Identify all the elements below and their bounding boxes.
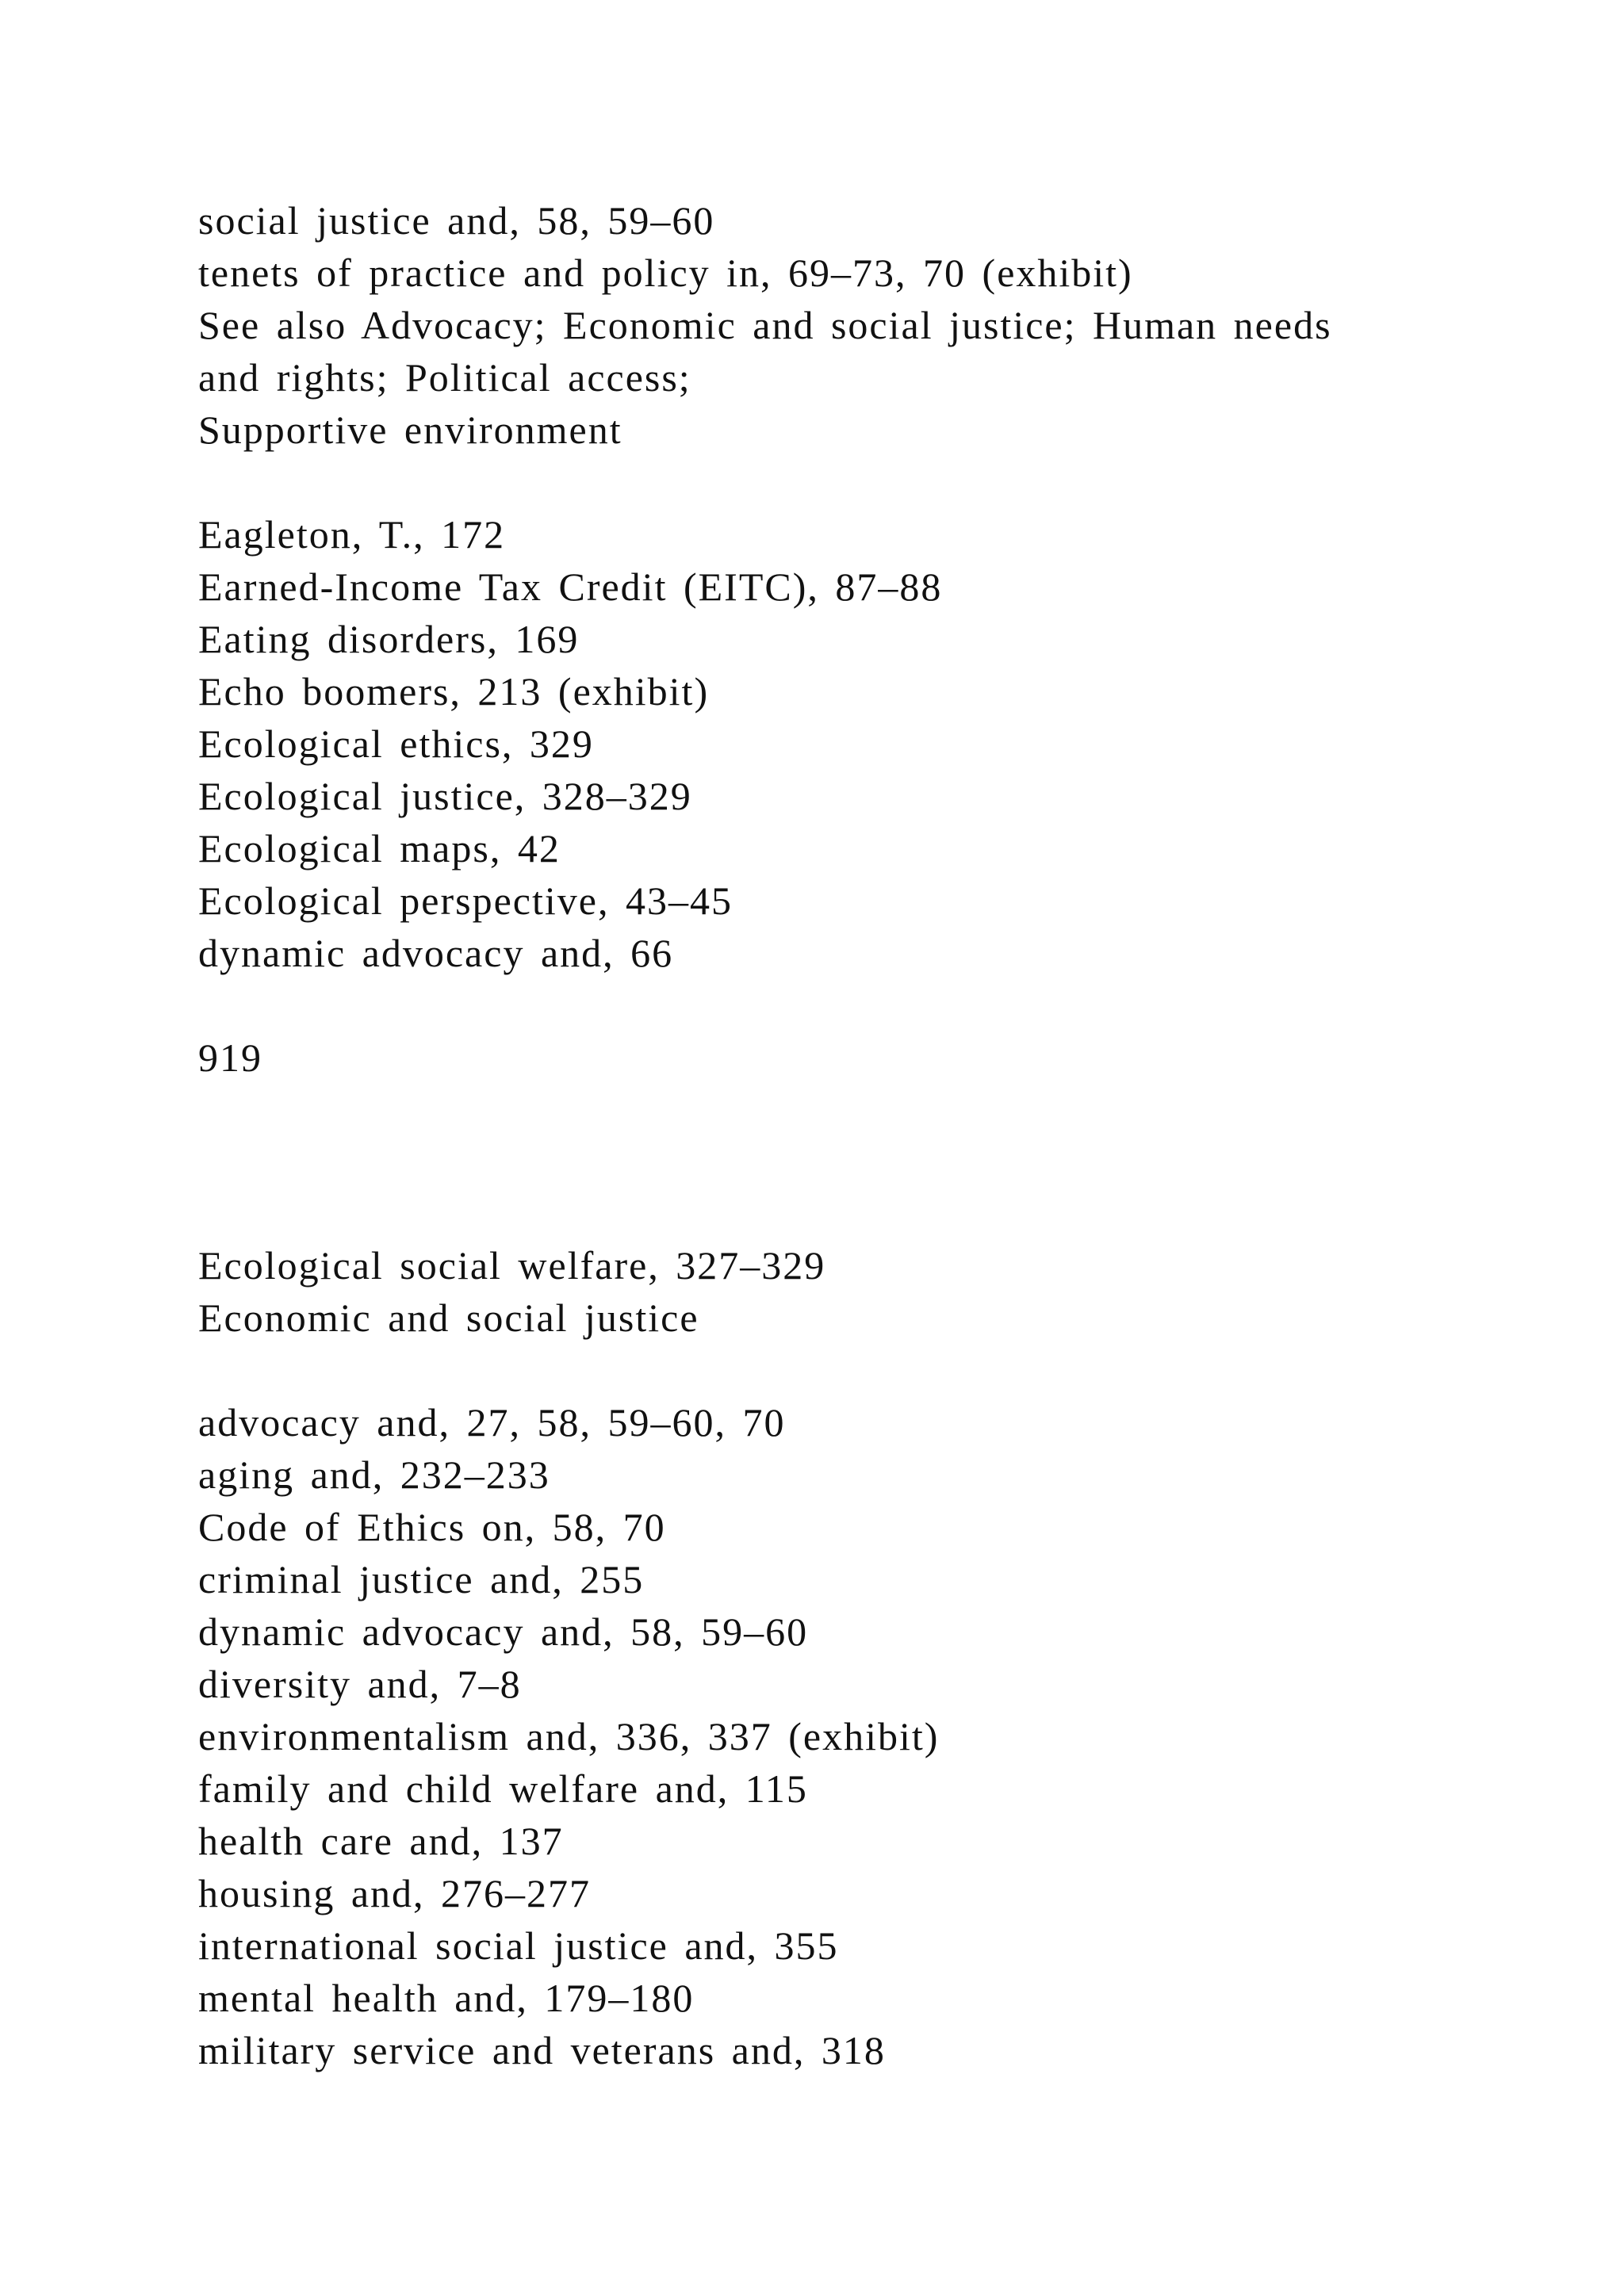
index-entry: mental health and, 179–180: [198, 1976, 695, 2020]
index-entry: Code of Ethics on, 58, 70: [198, 1505, 666, 1549]
index-entry: Ecological justice, 328–329: [198, 774, 692, 818]
index-entry: dynamic advocacy and, 66: [198, 931, 674, 975]
index-entry: international social justice and, 355: [198, 1923, 839, 1968]
index-entry: Echo boomers, 213 (exhibit): [198, 669, 710, 714]
index-entry: advocacy and, 27, 58, 59–60, 70: [198, 1400, 786, 1445]
index-entry: Ecological social welfare, 327–329: [198, 1243, 826, 1288]
index-entry: Eating disorders, 169: [198, 617, 580, 661]
index-entry: See also Advocacy; Economic and social justice; Human needs: [198, 303, 1332, 347]
index-entry: health care and, 137: [198, 1819, 564, 1863]
index-entry: criminal justice and, 255: [198, 1557, 645, 1601]
index-entry: and rights; Political access;: [198, 355, 691, 400]
index-entry: dynamic advocacy and, 58, 59–60: [198, 1609, 809, 1654]
index-entry: social justice and, 58, 59–60: [198, 198, 715, 243]
index-entry: housing and, 276–277: [198, 1871, 592, 1915]
index-entry: Earned-Income Tax Credit (EITC), 87–88: [198, 564, 943, 609]
index-entry: Eagleton, T., 172: [198, 512, 506, 557]
index-entry: Ecological maps, 42: [198, 826, 561, 871]
page-number: 919: [198, 1035, 262, 1080]
index-entry: Ecological perspective, 43–45: [198, 878, 733, 923]
index-entry: Economic and social justice: [198, 1295, 699, 1340]
index-entry: Supportive environment: [198, 408, 622, 452]
index-entry: Ecological ethics, 329: [198, 721, 594, 766]
index-entry: military service and veterans and, 318: [198, 2028, 886, 2072]
index-entry: aging and, 232–233: [198, 1452, 550, 1497]
index-entry: environmentalism and, 336, 337 (exhibit): [198, 1714, 940, 1758]
index-entry: tenets of practice and policy in, 69–73, 70 (exhibit): [198, 251, 1133, 295]
index-entry: diversity and, 7–8: [198, 1662, 522, 1706]
index-entry: family and child welfare and, 115: [198, 1766, 808, 1811]
